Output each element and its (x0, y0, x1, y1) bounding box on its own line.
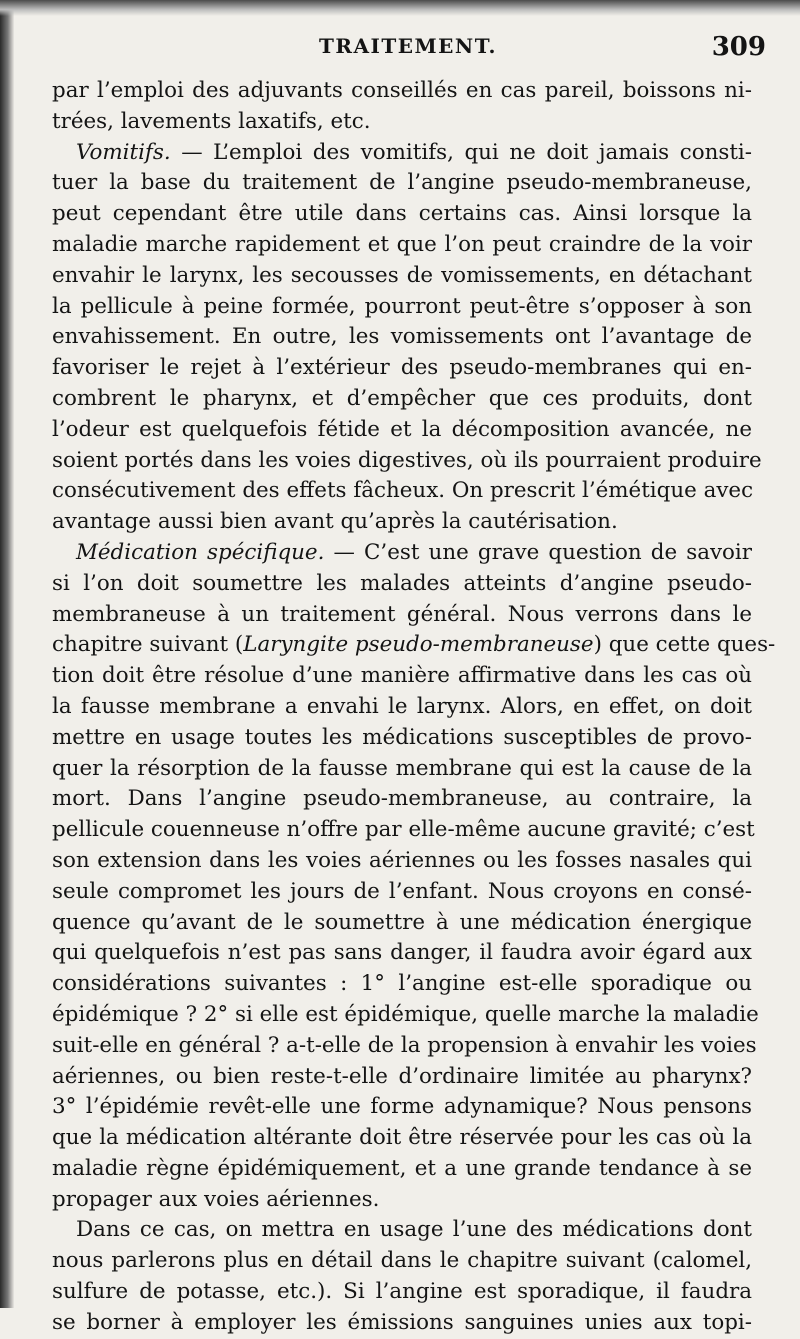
text-line: Dans ce cas, on mettra en usage l’une des médications dont (76, 1217, 752, 1243)
text-line: nous parlerons plus en détail dans le chapitre suivant (calomel, (52, 1248, 752, 1274)
text-line: maladie règne épidémiquement, et a une grande tendance à se (52, 1155, 752, 1181)
text-line: combrent le pharynx, et d’empêcher que ces produits, dont (52, 385, 752, 411)
page-number: 309 (711, 32, 766, 62)
text-line: avantage aussi bien avant qu’après la cautérisation. (52, 509, 618, 535)
text-line: que la médication altérante doit être réservée pour les cas où la (52, 1125, 752, 1151)
text-line: maladie marche rapidement et que l’on peut craindre de la voir (52, 231, 752, 257)
text-line: quence qu’avant de le soumettre à une médication énergique (52, 909, 752, 935)
body-text (52, 76, 776, 1339)
text-line: l’odeur est quelquefois fétide et la décomposition avancée, ne (52, 416, 752, 442)
text-line: tion doit être résolue d’une manière affirmative dans les cas où (52, 663, 752, 689)
running-title: TRAITEMENT. (319, 34, 497, 58)
text-line: 3° l’épidémie revêt-elle une forme adynamique? Nous pensons (52, 1094, 752, 1120)
text-line: tuer la base du traitement de l’angine pseudo-membraneuse, (52, 170, 752, 196)
text-line: envahir le larynx, les secousses de vomissements, en détachant (52, 262, 752, 288)
text-line: par l’emploi des adjuvants conseillés en cas pareil, boissons ni- (52, 78, 752, 103)
section-label-vomitifs: Vomitifs. (76, 139, 171, 165)
text-line: quer la résorption de la fausse membrane qui est la cause de la (52, 755, 752, 781)
section-label-medication-specifique: Médication spécifique. (76, 539, 325, 565)
text-line: si l’on doit soumettre les malades atteints d’angine pseudo- (52, 570, 752, 596)
cross-reference-title: Laryngite pseudo-membraneuse (243, 632, 594, 658)
text-line: propager aux voies aériennes. (52, 1186, 380, 1212)
page-header (48, 26, 768, 70)
text-line: consécutivement des effets fâcheux. On prescrit l’émétique avec (52, 478, 754, 504)
text-line: soient portés dans les voies digestives, où ils pourraient produire (52, 447, 762, 473)
text-line: la fausse membrane a envahi le larynx. Alors, en effet, on doit (52, 693, 752, 719)
text-line: mort. Dans l’angine pseudo-membraneuse, au contraire, la (52, 786, 752, 812)
text-line: mettre en usage toutes les médications susceptibles de provo- (52, 724, 752, 750)
text-line: qui quelquefois n’est pas sans danger, il faudra avoir égard aux (52, 940, 752, 966)
text-line: pellicule couenneuse n’offre par elle-même aucune gravité; c’est (52, 817, 755, 843)
text-line: trées, lavements laxatifs, etc. (52, 108, 371, 134)
text-line: aériennes, ou bien reste-t-elle d’ordinaire limitée au pharynx? (52, 1063, 752, 1089)
text-line: considérations suivantes : 1° l’angine est-elle sporadique ou (52, 971, 752, 997)
text-line: Vomitifs. — L’emploi des vomitifs, qui ne doit jamais consti- (76, 139, 752, 165)
text-line: envahissement. En outre, les vomissements ont l’avantage de (52, 324, 752, 350)
text-line: membraneuse à un traitement général. Nous verrons dans le (52, 601, 752, 627)
text-line: sulfure de potasse, etc.). Si l’angine est sporadique, il faudra (52, 1279, 752, 1305)
text-line: chapitre suivant (Laryngite pseudo-membraneuse) que cette ques- (52, 632, 776, 658)
text-line: épidémique ? 2° si elle est épidémique, quelle marche la maladie (52, 1001, 759, 1027)
text-line: favoriser le rejet à l’extérieur des pseudo-membranes qui en- (52, 355, 752, 381)
text-line: se borner à employer les émissions sanguines unies aux topi- (52, 1309, 752, 1335)
text-line: Médication spécifique. — C’est une grave question de savoir (76, 539, 752, 565)
text-line: seule compromet les jours de l’enfant. Nous croyons en consé- (52, 878, 752, 904)
text-line: peut cependant être utile dans certains cas. Ainsi lorsque la (52, 201, 752, 227)
text-line: suit-elle en général ? a-t-elle de la propension à envahir les voies (52, 1032, 757, 1058)
text-line: son extension dans les voies aériennes ou les fosses nasales qui (52, 847, 752, 873)
text-line: la pellicule à peine formée, pourront peut-être s’opposer à son (52, 293, 752, 319)
